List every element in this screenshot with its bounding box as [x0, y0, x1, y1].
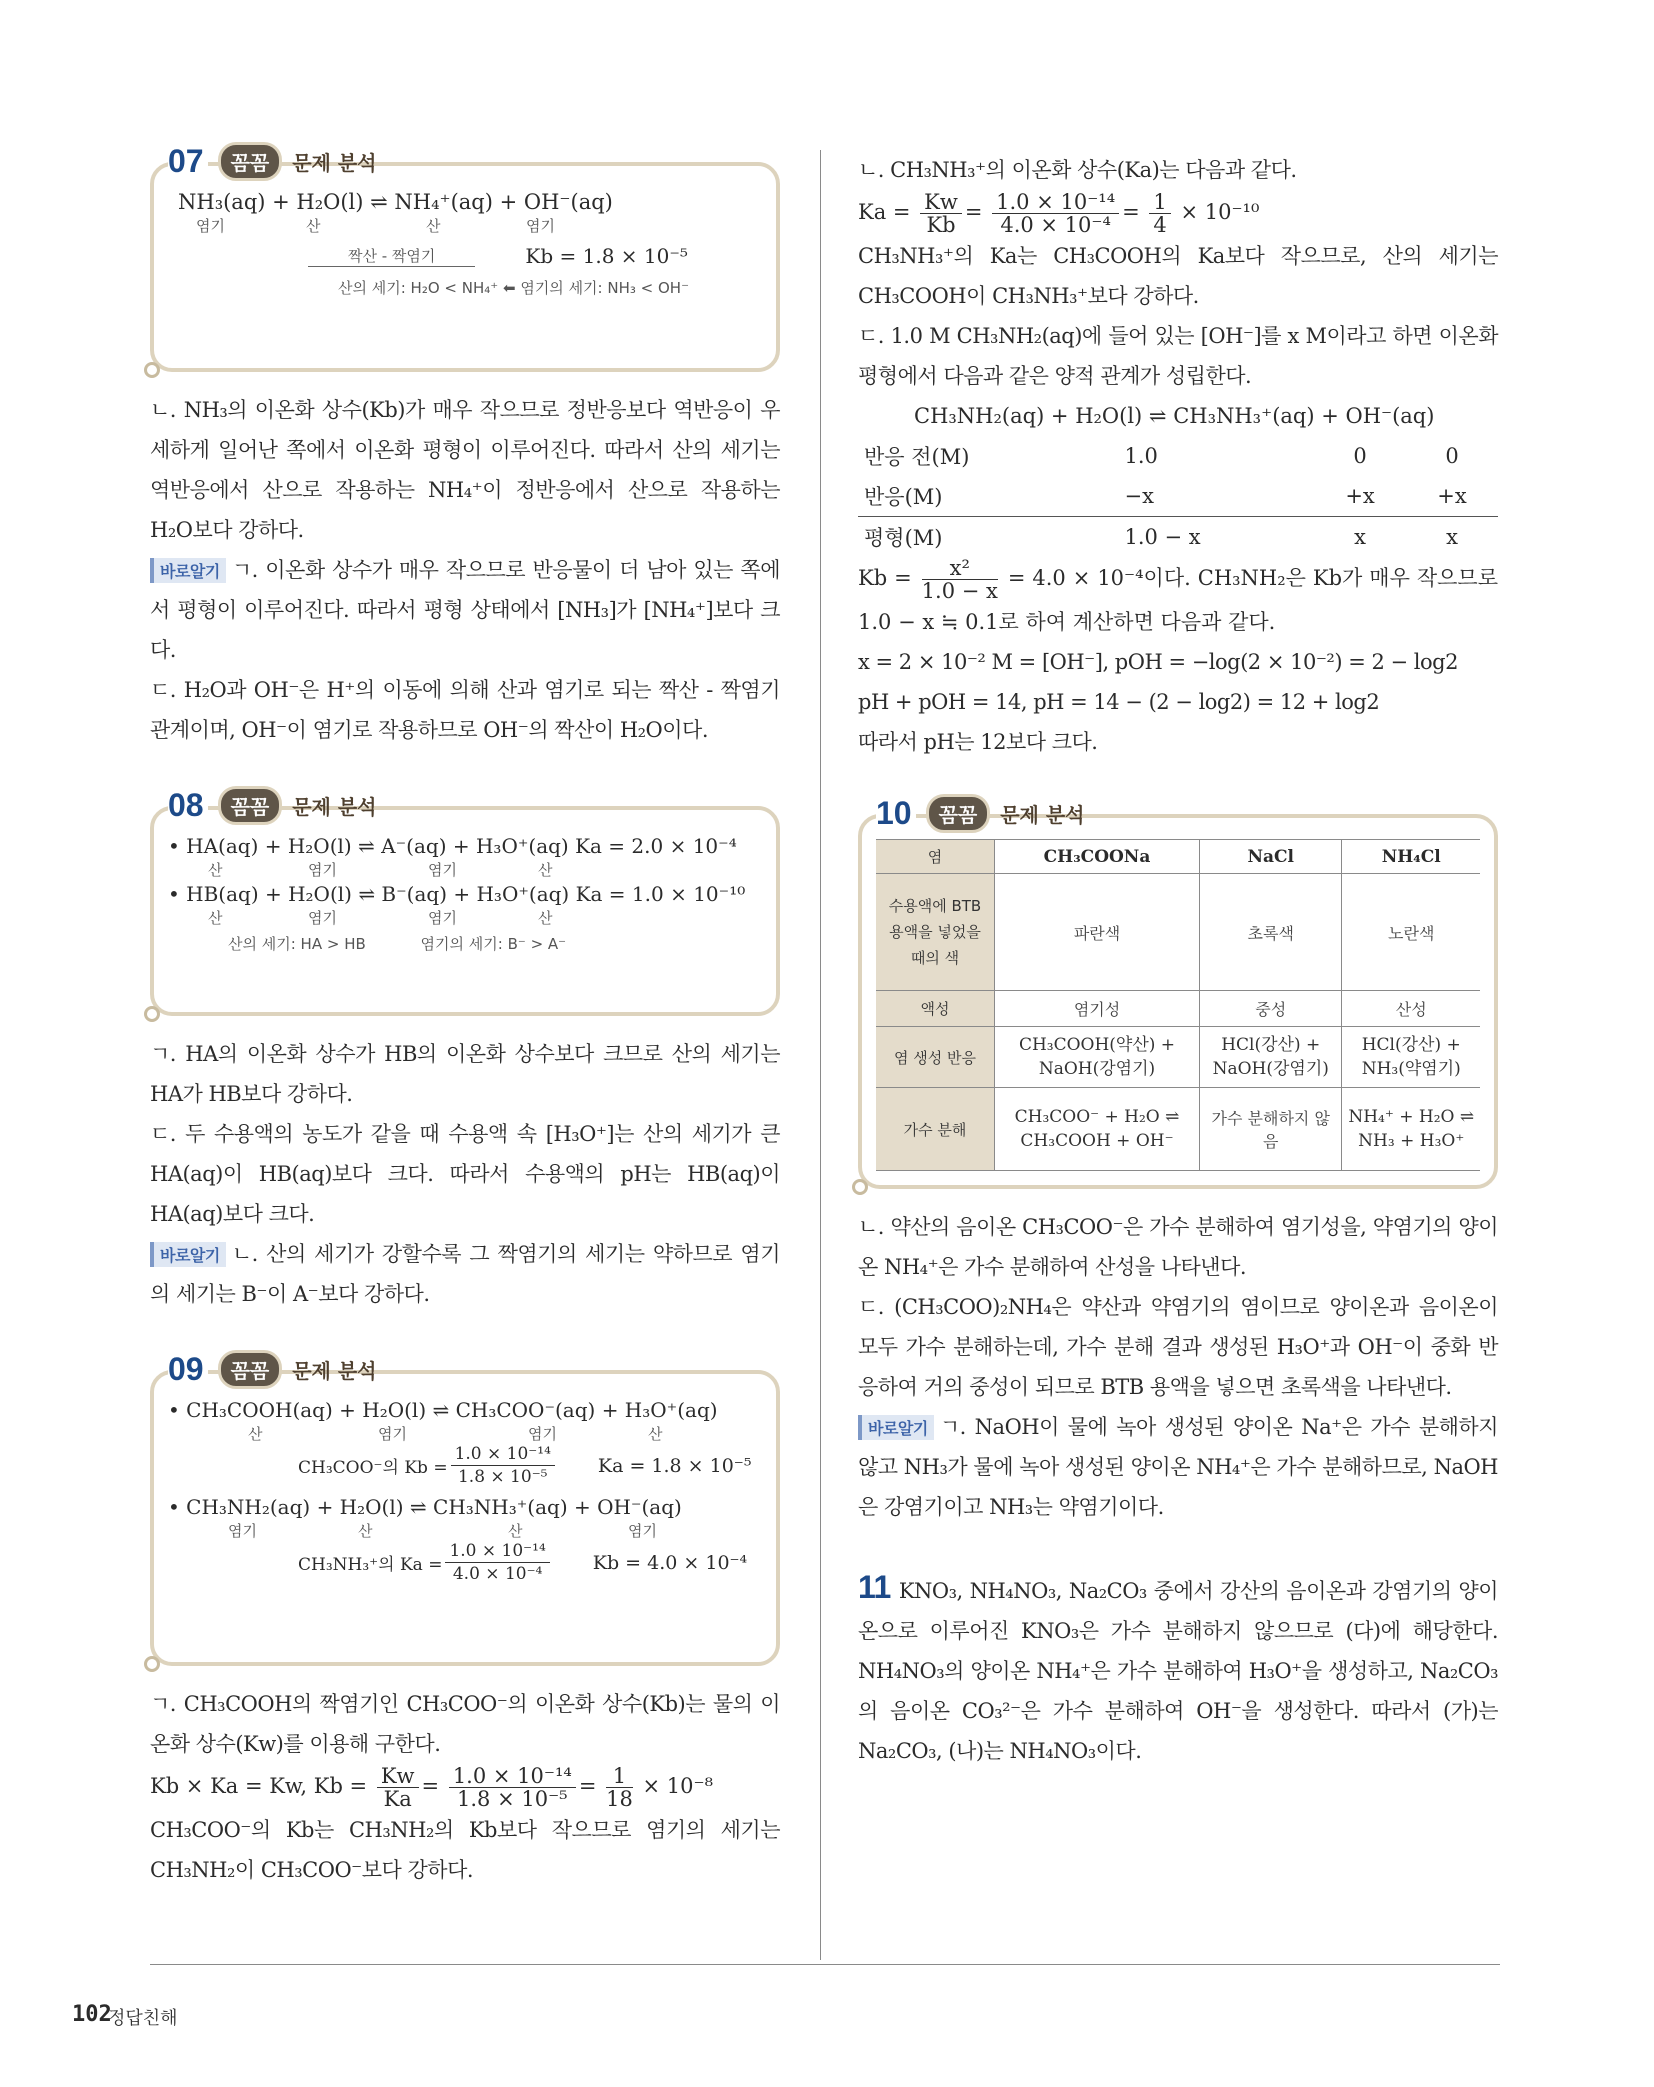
- q09-equation-1: • CH₃COOH(aq) + H₂O(l) ⇌ CH₃COO⁻(aq) + H₃O⁺(aq): [168, 1398, 718, 1422]
- numerator: 1: [606, 1765, 633, 1788]
- question-number: 07: [168, 143, 208, 180]
- table-cell: 파란색: [995, 874, 1200, 991]
- paragraph: CH₃COO⁻의 Kb는 CH₃NH₂의 Kb보다 작으므로 염기의 세기는 CH₃NH₂이 CH₃COO⁻보다 강하다.: [150, 1818, 780, 1882]
- fraction: [449, 1765, 576, 1810]
- paragraph: ㄷ. 두 수용액의 농도가 같을 때 수용액 속 [H₃O⁺]는 산의 세기가 큰 HA(aq)이 HB(aq)보다 크다. 따라서 수용액의 pH는 HB(aq)이 HA(aq)보다 크다.: [150, 1122, 780, 1226]
- q09-kb-formula: [168, 1443, 762, 1488]
- table-cell: 가수 분해하지 않음: [1200, 1088, 1342, 1171]
- table-header: 염: [876, 840, 995, 874]
- q11-explanation: [858, 1569, 1498, 1771]
- fraction: [606, 1765, 633, 1810]
- q07-explanation: [150, 390, 780, 750]
- denominator: 1.8 × 10⁻⁵: [457, 1467, 548, 1487]
- label: 염기: [228, 1522, 257, 1540]
- table-row: [876, 1088, 1480, 1171]
- box-title: 문제 분석: [292, 151, 377, 175]
- paragraph: ㄷ. H₂O과 OH⁻은 H⁺의 이동에 의해 산과 염기로 되는 짝산 - 짝염기 관계이며, OH⁻이 염기로 작용하므로 OH⁻의 짝산이 H₂O이다.: [150, 678, 780, 742]
- denominator: Ka: [383, 1787, 412, 1811]
- label: 염기: [526, 217, 555, 235]
- table-cell: 0: [1445, 444, 1459, 468]
- q09-formula: Kb × Ka = Kw, Kb = $\frac{Kw}{Ka}$ = $\frac{\text{1.0 × 10⁻¹⁴}}{\text{1.8 × 10⁻⁵}}$ = $\frac{1}{18}$ × 10⁻⁸: [150, 1764, 714, 1811]
- table-cell: CH₃COO⁻ + H₂O ⇌ CH₃COOH + OH⁻: [995, 1088, 1200, 1171]
- label: 산: [306, 217, 321, 235]
- paragraph: ㄱ. HA의 이온화 상수가 HB의 이온화 상수보다 크므로 산의 세기는 HA가 HB보다 강하다.: [150, 1042, 780, 1106]
- numerator: 1.0 × 10⁻¹⁴: [992, 191, 1119, 214]
- paragraph: ㄷ. (CH₃COO)₂NH₄은 약산과 약염기의 염이므로 양이온과 음이온이 모두 가수 분해하는데, 가수 분해 결과 생성된 H₃O⁺과 OH⁻이 중화 반응하여 거의 중성이 되므로 BTB 용액을 넣으면 초록색을 나타낸다.: [858, 1295, 1498, 1399]
- right-column: [858, 150, 1498, 1771]
- row-header: 가수 분해: [876, 1088, 995, 1171]
- ka-value: Ka = 1.8 × 10⁻⁵: [597, 1454, 752, 1477]
- table-cell: x: [1406, 517, 1498, 558]
- q07-pair-row: [168, 241, 762, 271]
- numerator: Kw: [377, 1765, 419, 1788]
- q07-kb: Kb = 1.8 × 10⁻⁵: [525, 244, 688, 268]
- label: 산: [248, 1425, 263, 1443]
- paragraph-text: ㄱ. 이온화 상수가 매우 작으므로 반응물이 더 남아 있는 쪽에서 평형이 이루어진다. 따라서 평형 상태에서 [NH₃]가 [NH₄⁺]보다 크다.: [150, 558, 780, 662]
- left-column: [150, 143, 780, 1890]
- paragraph-correction: [150, 550, 780, 670]
- question-number: 08: [168, 787, 208, 824]
- label: 산: [648, 1425, 663, 1443]
- equilibrium-table: [858, 436, 1498, 557]
- label: 염기: [378, 1425, 407, 1443]
- table-cell: 1.0: [1124, 444, 1158, 468]
- label: 염기: [628, 1522, 657, 1540]
- table-header-row: [876, 840, 1480, 874]
- paragraph-text: ㄴ. 산의 세기가 강할수록 그 짝염기의 세기는 약하므로 염기의 세기는 B⁻이 A⁻보다 강하다.: [150, 1242, 780, 1306]
- q09-explanation: [150, 1684, 780, 1890]
- formula-left: Kb × Ka = Kw, Kb =: [150, 1774, 368, 1798]
- table-row: [858, 476, 1498, 517]
- numerator: 1.0 × 10⁻¹⁴: [445, 1540, 549, 1563]
- formula-tail: = 4.0 × 10⁻⁴이다. CH₃NH₂은 Kb가 매우 작으므로 1.0 − x ≒ 0.1로 하여 계산하면 다음과 같다.: [858, 566, 1498, 634]
- label: 산: [508, 1522, 523, 1540]
- label: 염기: [428, 909, 457, 927]
- table-cell: CH₃COOH(약산) + NaOH(강염기): [995, 1027, 1200, 1088]
- q08-equation-1: • HA(aq) + H₂O(l) ⇌ A⁻(aq) + H₃O⁺(aq) Ka = 2.0 × 10⁻⁴: [168, 834, 737, 858]
- table-cell: 반응(M): [864, 485, 943, 509]
- question-number: 10: [876, 795, 916, 832]
- fraction: [451, 1443, 555, 1488]
- table-cell: −x: [1124, 484, 1154, 508]
- q10-explanation: [858, 1207, 1498, 1527]
- reaction-equation: CH₃NH₂(aq) + H₂O(l) ⇌ CH₃NH₃⁺(aq) + OH⁻(aq): [914, 404, 1435, 428]
- table-cell: NH₄⁺ + H₂O ⇌ NH₃ + H₃O⁺: [1342, 1088, 1480, 1171]
- kb-label: CH₃COO⁻의 Kb =: [298, 1458, 448, 1478]
- page-label: 정답친해: [108, 2008, 178, 2028]
- denominator: 1.8 × 10⁻⁵: [457, 1787, 568, 1811]
- label: 산: [358, 1522, 373, 1540]
- numerator: 1.0 × 10⁻¹⁴: [449, 1765, 576, 1788]
- q10-box-header: [876, 794, 1480, 833]
- q08-equation-2: • HB(aq) + H₂O(l) ⇌ B⁻(aq) + H₃O⁺(aq) Ka = 1.0 × 10⁻¹⁰: [168, 882, 746, 906]
- page-number: 102: [72, 2002, 112, 2027]
- table-cell: 평형(M): [858, 517, 1118, 558]
- table-cell: +x: [1345, 484, 1375, 508]
- q08-box-header: [168, 786, 762, 825]
- correction-tag: 바로알기: [858, 1415, 934, 1440]
- table-cell: HCl(강산) + NaOH(강염기): [1200, 1027, 1342, 1088]
- fraction: [377, 1765, 419, 1810]
- fraction: [920, 191, 962, 236]
- ggomggom-badge: 꼼꼼: [218, 142, 283, 181]
- question-number: 11: [858, 1569, 891, 1605]
- table-cell: 초록색: [1200, 874, 1342, 991]
- q09-box-header: [168, 1350, 762, 1389]
- table-cell: 노란색: [1342, 874, 1480, 991]
- table-cell: 0: [1353, 444, 1367, 468]
- fraction: [992, 191, 1119, 236]
- label: 염기: [308, 909, 337, 927]
- formula-left: Ka =: [858, 200, 911, 224]
- question-number: 09: [168, 1351, 208, 1388]
- acid-strength: 산의 세기: HA > HB: [228, 935, 366, 953]
- table-row: [858, 436, 1498, 476]
- label: 염기: [528, 1425, 557, 1443]
- formula-tail: × 10⁻⁸: [642, 1774, 714, 1798]
- paragraph: [858, 1569, 1498, 1771]
- label: 산: [426, 217, 441, 235]
- table-cell: x: [1314, 517, 1406, 558]
- paragraph: x = 2 × 10⁻² M = [OH⁻], pOH = −log(2 × 10⁻²) = 2 − log2: [858, 650, 1458, 674]
- denominator: 4.0 × 10⁻⁴: [452, 1564, 543, 1584]
- q08-labels-1: [168, 861, 762, 879]
- formula-left: Kb =: [858, 566, 912, 590]
- ggomggom-badge: 꼼꼼: [218, 1350, 283, 1389]
- label: 염기: [428, 861, 457, 879]
- label: 염기: [196, 217, 225, 235]
- table-cell: 산성: [1342, 991, 1480, 1027]
- table-row: [858, 517, 1498, 558]
- paragraph: CH₃NH₃⁺의 Ka는 CH₃COOH의 Ka보다 작으므로, 산의 세기는 CH₃COOH이 CH₃NH₃⁺보다 강하다.: [858, 244, 1498, 308]
- table-cell: HCl(강산) + NH₃(약염기): [1342, 1027, 1480, 1088]
- table-header: CH₃COONa: [995, 840, 1200, 874]
- paragraph-text: ㄱ. NaOH이 물에 녹아 생성된 양이온 Na⁺은 가수 분해하지 않고 NH₃가 물에 녹아 생성된 양이온 NH₄⁺은 가수 분해하므로, NaOH은 강염기이고 NH₃는 약염기이다.: [858, 1415, 1498, 1519]
- paragraph-correction: [858, 1407, 1498, 1527]
- q08-strength-row: [168, 933, 762, 954]
- base-strength: 염기의 세기: NH₃ < OH⁻: [520, 279, 689, 297]
- q07-equation: NH₃(aq) + H₂O(l) ⇌ NH₄⁺(aq) + OH⁻(aq): [178, 190, 613, 214]
- paragraph-text: KNO₃, NH₄NO₃, Na₂CO₃ 중에서 강산의 음이온과 강염기의 양이온으로 이루어진 KNO₃은 가수 분해하지 않으므로 (다)에 해당한다. NH₄NO₃의 양이온 NH₄⁺은 가수 분해하여 H₃O⁺을 생성하고, Na₂CO₃의 음이온 CO₃²⁻은 가수 분해하여 OH⁻을 생성한다. 따라서 (가)는 Na₂CO₃, (나)는 NH₄NO₃이다.: [858, 1579, 1498, 1763]
- row-header: 액성: [876, 991, 995, 1027]
- numerator: x²: [922, 557, 998, 580]
- q07-analysis-box: [150, 143, 780, 372]
- q09-ka-formula: [168, 1540, 762, 1585]
- q09-labels-1: [168, 1425, 762, 1443]
- correction-tag: 바로알기: [150, 558, 226, 583]
- q09-equation-2: • CH₃NH₂(aq) + H₂O(l) ⇌ CH₃NH₃⁺(aq) + OH⁻(aq): [168, 1495, 682, 1519]
- acid-strength: 산의 세기: H₂O < NH₄⁺: [338, 279, 499, 297]
- ggomggom-badge: 꼼꼼: [218, 786, 283, 825]
- paragraph: pH + pOH = 14, pH = 14 − (2 − log2) = 12 + log2: [858, 690, 1380, 714]
- paragraph-correction: [150, 1234, 780, 1314]
- denominator: 1.0 − x: [921, 579, 998, 603]
- base-strength: 염기의 세기: B⁻ > A⁻: [420, 935, 567, 953]
- q07-strength-row: [168, 277, 762, 298]
- ggomggom-badge: 꼼꼼: [926, 794, 991, 833]
- q08-labels-2: [168, 909, 762, 927]
- q09-labels-2: [168, 1522, 762, 1540]
- ka-label: CH₃NH₃⁺의 Ka =: [298, 1555, 443, 1575]
- row-header: 수용액에 BTB 용액을 넣었을 때의 색: [876, 874, 995, 991]
- footer-rule: [150, 1964, 1500, 1965]
- table-header: NaCl: [1200, 840, 1342, 874]
- paragraph: ㄴ. CH₃NH₃⁺의 이온화 상수(Ka)는 다음과 같다.: [858, 158, 1297, 182]
- box-title: 문제 분석: [1000, 803, 1085, 827]
- label: 산: [538, 861, 553, 879]
- paragraph: ㄴ. 약산의 음이온 CH₃COO⁻은 가수 분해하여 염기성을, 약염기의 양이온 NH₄⁺은 가수 분해하여 산성을 나타낸다.: [858, 1215, 1498, 1279]
- q09-ka-calc: Ka = $\frac{Kw}{Kb}$ = $\frac{\text{1.0 × 10⁻¹⁴}}{\text{4.0 × 10⁻⁴}}$ = $\frac{1}{4}$ × 10⁻¹⁰: [858, 190, 1260, 237]
- paragraph: ㄴ. NH₃의 이온화 상수(Kb)가 매우 작으므로 정반응보다 역반응이 우세하게 일어난 쪽에서 이온화 평형이 이루어진다. 따라서 산의 세기는 역반응에서 산으로 작용하는 NH₄⁺이 정반응에서 산으로 작용하는 H₂O보다 강하다.: [150, 398, 780, 542]
- table-header: NH₄Cl: [1342, 840, 1480, 874]
- denominator: 4: [1153, 213, 1167, 237]
- numerator: Kw: [920, 191, 962, 214]
- box-title: 문제 분석: [292, 1359, 377, 1383]
- q08-analysis-box: [150, 787, 780, 1016]
- numerator: 1.0 × 10⁻¹⁴: [451, 1443, 555, 1466]
- q08-explanation: [150, 1034, 780, 1314]
- paragraph: ㄱ. CH₃COOH의 짝염기인 CH₃COO⁻의 이온화 상수(Kb)는 물의 이온화 상수(Kw)를 이용해 구한다.: [150, 1692, 780, 1756]
- table-cell: 반응 전(M): [864, 445, 970, 469]
- label: 염기: [308, 861, 337, 879]
- label: 산: [208, 861, 223, 879]
- salt-table: [876, 839, 1480, 1171]
- column-divider: [820, 150, 821, 1960]
- row-header: 염 생성 반응: [876, 1027, 995, 1088]
- table-cell: 중성: [1200, 991, 1342, 1027]
- label: 산: [208, 909, 223, 927]
- kb-value: Kb = 4.0 × 10⁻⁴: [592, 1551, 748, 1574]
- fraction: [1149, 191, 1170, 236]
- table-row: [876, 991, 1480, 1027]
- q07-box-header: [168, 142, 762, 181]
- kb-calculation: [858, 557, 1498, 642]
- formula-tail: × 10⁻¹⁰: [1180, 200, 1260, 224]
- numerator: 1: [1149, 191, 1170, 214]
- arrow-left-icon: ⬅: [502, 279, 516, 297]
- paragraph: 따라서 pH는 12보다 크다.: [858, 730, 1098, 754]
- table-row: [876, 1027, 1480, 1088]
- denominator: 4.0 × 10⁻⁴: [1000, 213, 1111, 237]
- correction-tag: 바로알기: [150, 1242, 226, 1267]
- q09-analysis-box: [150, 1351, 780, 1666]
- denominator: 18: [606, 1787, 633, 1811]
- table-cell: 1.0 − x: [1118, 517, 1314, 558]
- paragraph: ㄷ. 1.0 M CH₃NH₂(aq)에 들어 있는 [OH⁻]를 x M이라고 하면 이온화 평형에서 다음과 같은 양적 관계가 성립한다.: [858, 324, 1498, 388]
- fraction: [922, 557, 998, 602]
- table-row: [876, 874, 1480, 991]
- box-title: 문제 분석: [292, 795, 377, 819]
- table-cell: 염기성: [995, 991, 1200, 1027]
- fraction: [445, 1540, 549, 1585]
- q10-analysis-box: [858, 795, 1498, 1189]
- denominator: Kb: [926, 213, 956, 237]
- q07-labels: [168, 217, 762, 235]
- label: 산: [538, 909, 553, 927]
- conjugate-pair-label: 짝산 - 짝염기: [308, 245, 475, 267]
- table-cell: +x: [1437, 484, 1467, 508]
